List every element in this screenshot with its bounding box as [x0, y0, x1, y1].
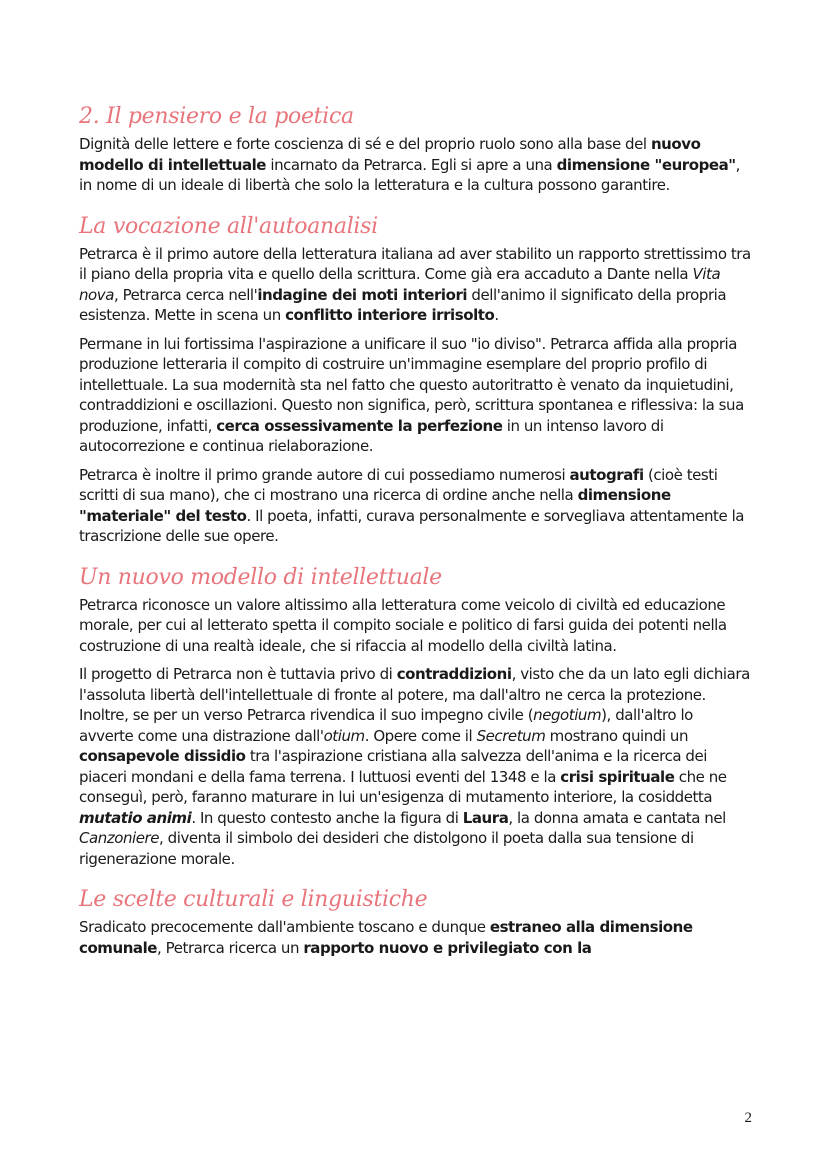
emphasis-text: cerca ossessivamente la perfezione [216, 416, 503, 435]
text-run: (cioè testi scritti di sua mano), che ci mostrano una ricerca di ordine anche nella [79, 465, 718, 504]
document-page [79, 102, 751, 974]
emphasis-text: contraddizioni [396, 665, 512, 683]
text-run: Petrarca è il primo autore della letteratura italiana ad aver stabilito un rapporto strettissimo tra il piano della propria vita e quello della scrittura. Come già era accaduto a Dante nella [79, 244, 751, 283]
section [79, 885, 751, 958]
text-run: . Il poeta, infatti, curava personalmente e sorvegliava attentamente la trascrizione delle sue opere. [79, 506, 745, 545]
emphasis-text: Laura [462, 808, 509, 827]
paragraph [79, 664, 751, 869]
paragraph [79, 917, 751, 958]
paragraph [79, 244, 751, 326]
text-run: . Opere come il [364, 726, 477, 745]
emphasis-text: Canzoniere [79, 829, 160, 847]
section-heading: Un nuovo modello di intellettuale [79, 564, 442, 590]
emphasis-text: nuovo modello di intellettuale [79, 135, 701, 174]
section-heading: La vocazione all'autoanalisi [79, 213, 378, 239]
text-run: . In questo contesto anche la figura di [191, 808, 463, 827]
emphasis-text: negotium [533, 706, 602, 724]
text-run: Petrarca è inoltre il primo grande autore di cui possediamo numerosi [79, 465, 570, 484]
text-run: mostrano quindi un [545, 726, 689, 745]
text-run: Il progetto di Petrarca non è tuttavia privo di [79, 665, 397, 683]
section [79, 563, 751, 870]
emphasis-text: estraneo alla dimensione comunale [79, 918, 693, 957]
emphasis-text: conflitto interiore irrisolto [285, 306, 495, 324]
text-run: Petrarca riconosce un valore altissimo alla letteratura come veicolo di civiltà ed educazione morale, per cui al letterato spetta il compito sociale e politico di farsi guida dei potenti nella costruzione di una realtà ideale, che si rifaccia al modello della civiltà latina. [79, 595, 727, 655]
emphasis-text: indagine dei moti interiori [257, 285, 468, 304]
emphasis-text: consapevole dissidio [79, 747, 246, 765]
section [79, 102, 751, 196]
text-run: Permane in lui fortissima l'aspirazione a unificare il suo "io diviso". Petrarca affida alla propria produzione letteraria il compito di costruire un'immagine esemplare del proprio profilo di intellettuale. La sua modernità sta nel fatto che questo autoritratto è venato da inquietudini, contraddizioni e oscillazioni. Questo non significa, però, scrittura spontanea e riflessiva: la sua produzione, infatti, [79, 334, 744, 435]
emphasis-text: otium [323, 726, 365, 745]
text-run: Dignità delle lettere e forte coscienza di sé e del proprio ruolo sono alla base del [79, 135, 651, 153]
text-run: ), dall'altro lo avverte come una distrazione dall' [79, 706, 693, 745]
text-run: , Petrarca cerca nell' [113, 285, 258, 304]
text-run: incarnato da Petrarca. Egli si apre a una [266, 155, 557, 174]
emphasis-text: dimensione "materiale" del testo [79, 486, 671, 525]
section-heading: 2. Il pensiero e la poetica [79, 104, 354, 129]
emphasis-text: rapporto nuovo e privilegiato con la [303, 938, 592, 957]
text-run: . [494, 306, 499, 324]
text-run: , visto che da un lato egli dichiara l'assoluta libertà dell'intellettuale di fronte al potere, ma dall'altro ne cerca la protezione. Inoltre, se per un verso Petrarca rivendica il suo impegno civile ( [79, 665, 750, 724]
paragraph [79, 334, 751, 457]
emphasis-text: mutatio animi [79, 808, 192, 827]
text-run: , diventa il simbolo dei desideri che distolgono il poeta dalla sua tensione di rigenerazione morale. [79, 829, 694, 868]
text-run: Sradicato precocemente dall'ambiente toscano e dunque [79, 918, 490, 936]
text-run: tra l'aspirazione cristiana alla salvezza dell'anima e la ricerca dei piaceri mondani e della fama terrena. I luttuosi eventi del 1348 e la [79, 747, 707, 786]
paragraph [79, 134, 751, 196]
emphasis-text: Vita nova [79, 265, 721, 304]
text-run: , Petrarca ricerca un [157, 938, 304, 957]
paragraph [79, 465, 751, 547]
text-run: in un intenso lavoro di autocorrezione e continua rielaborazione. [79, 416, 664, 455]
text-run: , la donna amata e cantata nel [508, 808, 726, 827]
emphasis-text: dimensione "europea" [556, 155, 736, 174]
page-number: 2 [744, 1110, 752, 1126]
paragraph [79, 595, 751, 657]
text-run: che ne conseguì, però, faranno maturare in lui un'esigenza di mutamento interiore, la cosiddetta [79, 767, 727, 806]
emphasis-text: autografi [569, 465, 644, 484]
section-heading: Le scelte culturali e linguistiche [79, 887, 428, 912]
emphasis-text: crisi spirituale [560, 767, 675, 786]
text-run: , in nome di un ideale di libertà che solo la letteratura e la cultura possono garantire. [79, 155, 740, 194]
text-run: dell'animo il significato della propria esistenza. Mette in scena un [79, 285, 727, 324]
emphasis-text: Secretum [476, 726, 546, 745]
section [79, 212, 751, 547]
